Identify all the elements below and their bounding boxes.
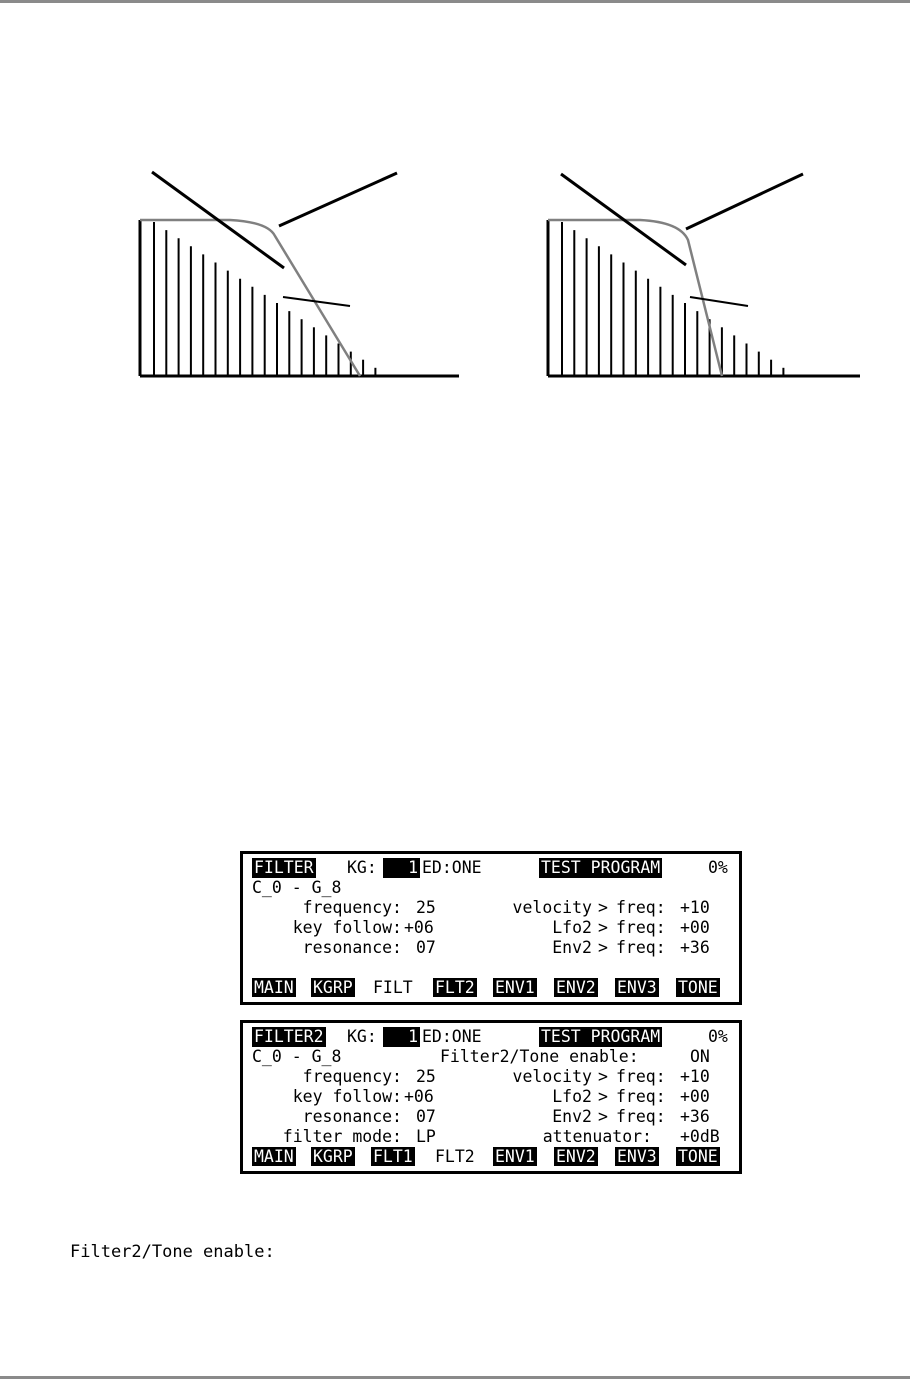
velocity-freq-value[interactable]: +10 [680, 1067, 710, 1086]
page-title: FILTER2 [254, 1027, 324, 1046]
key-follow-value[interactable]: +06 [404, 1087, 434, 1106]
arrow-icon: > [598, 918, 608, 937]
edit-mode[interactable]: ED:ONE [422, 1027, 482, 1046]
filter2-enable-value[interactable]: ON [690, 1047, 710, 1066]
harmonic-lines [154, 222, 375, 376]
top-page-rule [0, 0, 910, 3]
param-row [252, 918, 730, 938]
arrow-icon: > [598, 938, 608, 957]
tab-env2[interactable]: ENV2 [556, 1147, 596, 1166]
mod-source-label: Lfo2 [552, 918, 592, 937]
mod-source-label: velocity [512, 898, 592, 917]
attenuator-label: attenuator: [542, 1127, 652, 1146]
tab-filt[interactable]: FILT [373, 978, 413, 997]
tab-flt2[interactable]: FLT2 [435, 1147, 475, 1166]
tab-env1[interactable]: ENV1 [495, 1147, 535, 1166]
frequency-value[interactable]: 25 [416, 898, 436, 917]
filter-figure-left [140, 172, 459, 376]
keygroup-range: C_0 - G_8 [252, 878, 342, 897]
param-row [252, 898, 730, 918]
kg-label: KG: [347, 858, 377, 877]
bottom-page-rule [0, 1376, 910, 1379]
tab-tone[interactable]: TONE [678, 1147, 718, 1166]
resonance-label: resonance: [302, 938, 402, 957]
lfo2-freq-value[interactable]: +00 [680, 918, 710, 937]
tab-flt2[interactable]: FLT2 [435, 978, 475, 997]
env2-freq-value[interactable]: +36 [680, 938, 710, 957]
header-row [252, 1027, 730, 1047]
soft-key-tabs [252, 1147, 730, 1167]
arrow-icon: > [598, 1107, 608, 1126]
resonance-value[interactable]: 07 [416, 938, 436, 957]
resonance-label: resonance: [302, 1107, 402, 1126]
key-follow-label: key follow: [292, 918, 402, 937]
range-row [252, 878, 730, 898]
key-follow-value[interactable]: +06 [404, 918, 434, 937]
pointer-line-cutoff [279, 173, 397, 226]
filter-mode-value[interactable]: LP [416, 1127, 436, 1146]
arrow-icon: > [598, 898, 608, 917]
mod-target-label: freq: [616, 1087, 666, 1106]
resonance-value[interactable]: 07 [416, 1107, 436, 1126]
tab-kgrp[interactable]: KGRP [313, 978, 353, 997]
header-row [252, 858, 730, 878]
param-row [252, 1127, 730, 1147]
mod-target-label: freq: [616, 1107, 666, 1126]
tab-kgrp[interactable]: KGRP [313, 1147, 353, 1166]
soft-key-tabs [252, 978, 730, 998]
mod-target-label: freq: [616, 918, 666, 937]
page-title: FILTER [254, 858, 314, 877]
arrow-icon: > [598, 1087, 608, 1106]
mod-source-label: Env2 [552, 938, 592, 957]
edit-mode[interactable]: ED:ONE [422, 858, 482, 877]
mod-source-label: velocity [512, 1067, 592, 1086]
arrow-icon: > [598, 1067, 608, 1086]
tab-env2[interactable]: ENV2 [556, 978, 596, 997]
tab-tone[interactable]: TONE [678, 978, 718, 997]
kg-label: KG: [347, 1027, 377, 1046]
mod-source-label: Lfo2 [552, 1087, 592, 1106]
range-row [252, 1047, 730, 1067]
frequency-label: frequency: [302, 898, 402, 917]
param-row [252, 1107, 730, 1127]
percent-readout: 0% [708, 1027, 728, 1046]
tab-main[interactable]: MAIN [254, 978, 294, 997]
velocity-freq-value[interactable]: +10 [680, 898, 710, 917]
tab-env1[interactable]: ENV1 [495, 978, 535, 997]
keygroup-range: C_0 - G_8 [252, 1047, 342, 1066]
mod-target-label: freq: [616, 898, 666, 917]
section-caption: Filter2/Tone enable: [70, 1242, 275, 1262]
tab-main[interactable]: MAIN [254, 1147, 294, 1166]
param-row [252, 1067, 730, 1087]
filter-response-figures [0, 150, 910, 390]
pointer-line-cutoff [686, 174, 803, 229]
lcd-screen-filter [240, 851, 742, 1005]
filter-figure-right [548, 174, 860, 376]
filter2-enable-label: Filter2/Tone enable: [440, 1047, 639, 1066]
frequency-label: frequency: [302, 1067, 402, 1086]
program-name: TEST PROGRAM [541, 858, 661, 877]
tab-env3[interactable]: ENV3 [617, 978, 657, 997]
kg-value-field[interactable]: 1 [383, 1027, 420, 1047]
filter-mode-label: filter mode: [282, 1127, 402, 1146]
harmonic-lines [562, 222, 783, 376]
pointer-line-slope [690, 297, 748, 306]
param-row [252, 938, 730, 958]
mod-source-label: Env2 [552, 1107, 592, 1126]
attenuator-value[interactable]: +0dB [680, 1127, 720, 1146]
lfo2-freq-value[interactable]: +00 [680, 1087, 710, 1106]
param-row [252, 1087, 730, 1107]
mod-target-label: freq: [616, 1067, 666, 1086]
key-follow-label: key follow: [292, 1087, 402, 1106]
kg-value-field[interactable]: 1 [383, 858, 420, 878]
program-name: TEST PROGRAM [541, 1027, 661, 1046]
mod-target-label: freq: [616, 938, 666, 957]
frequency-value[interactable]: 25 [416, 1067, 436, 1086]
percent-readout: 0% [708, 858, 728, 877]
tab-flt1[interactable]: FLT1 [373, 1147, 413, 1166]
tab-env3[interactable]: ENV3 [617, 1147, 657, 1166]
env2-freq-value[interactable]: +36 [680, 1107, 710, 1126]
lcd-screen-filter2 [240, 1020, 742, 1174]
